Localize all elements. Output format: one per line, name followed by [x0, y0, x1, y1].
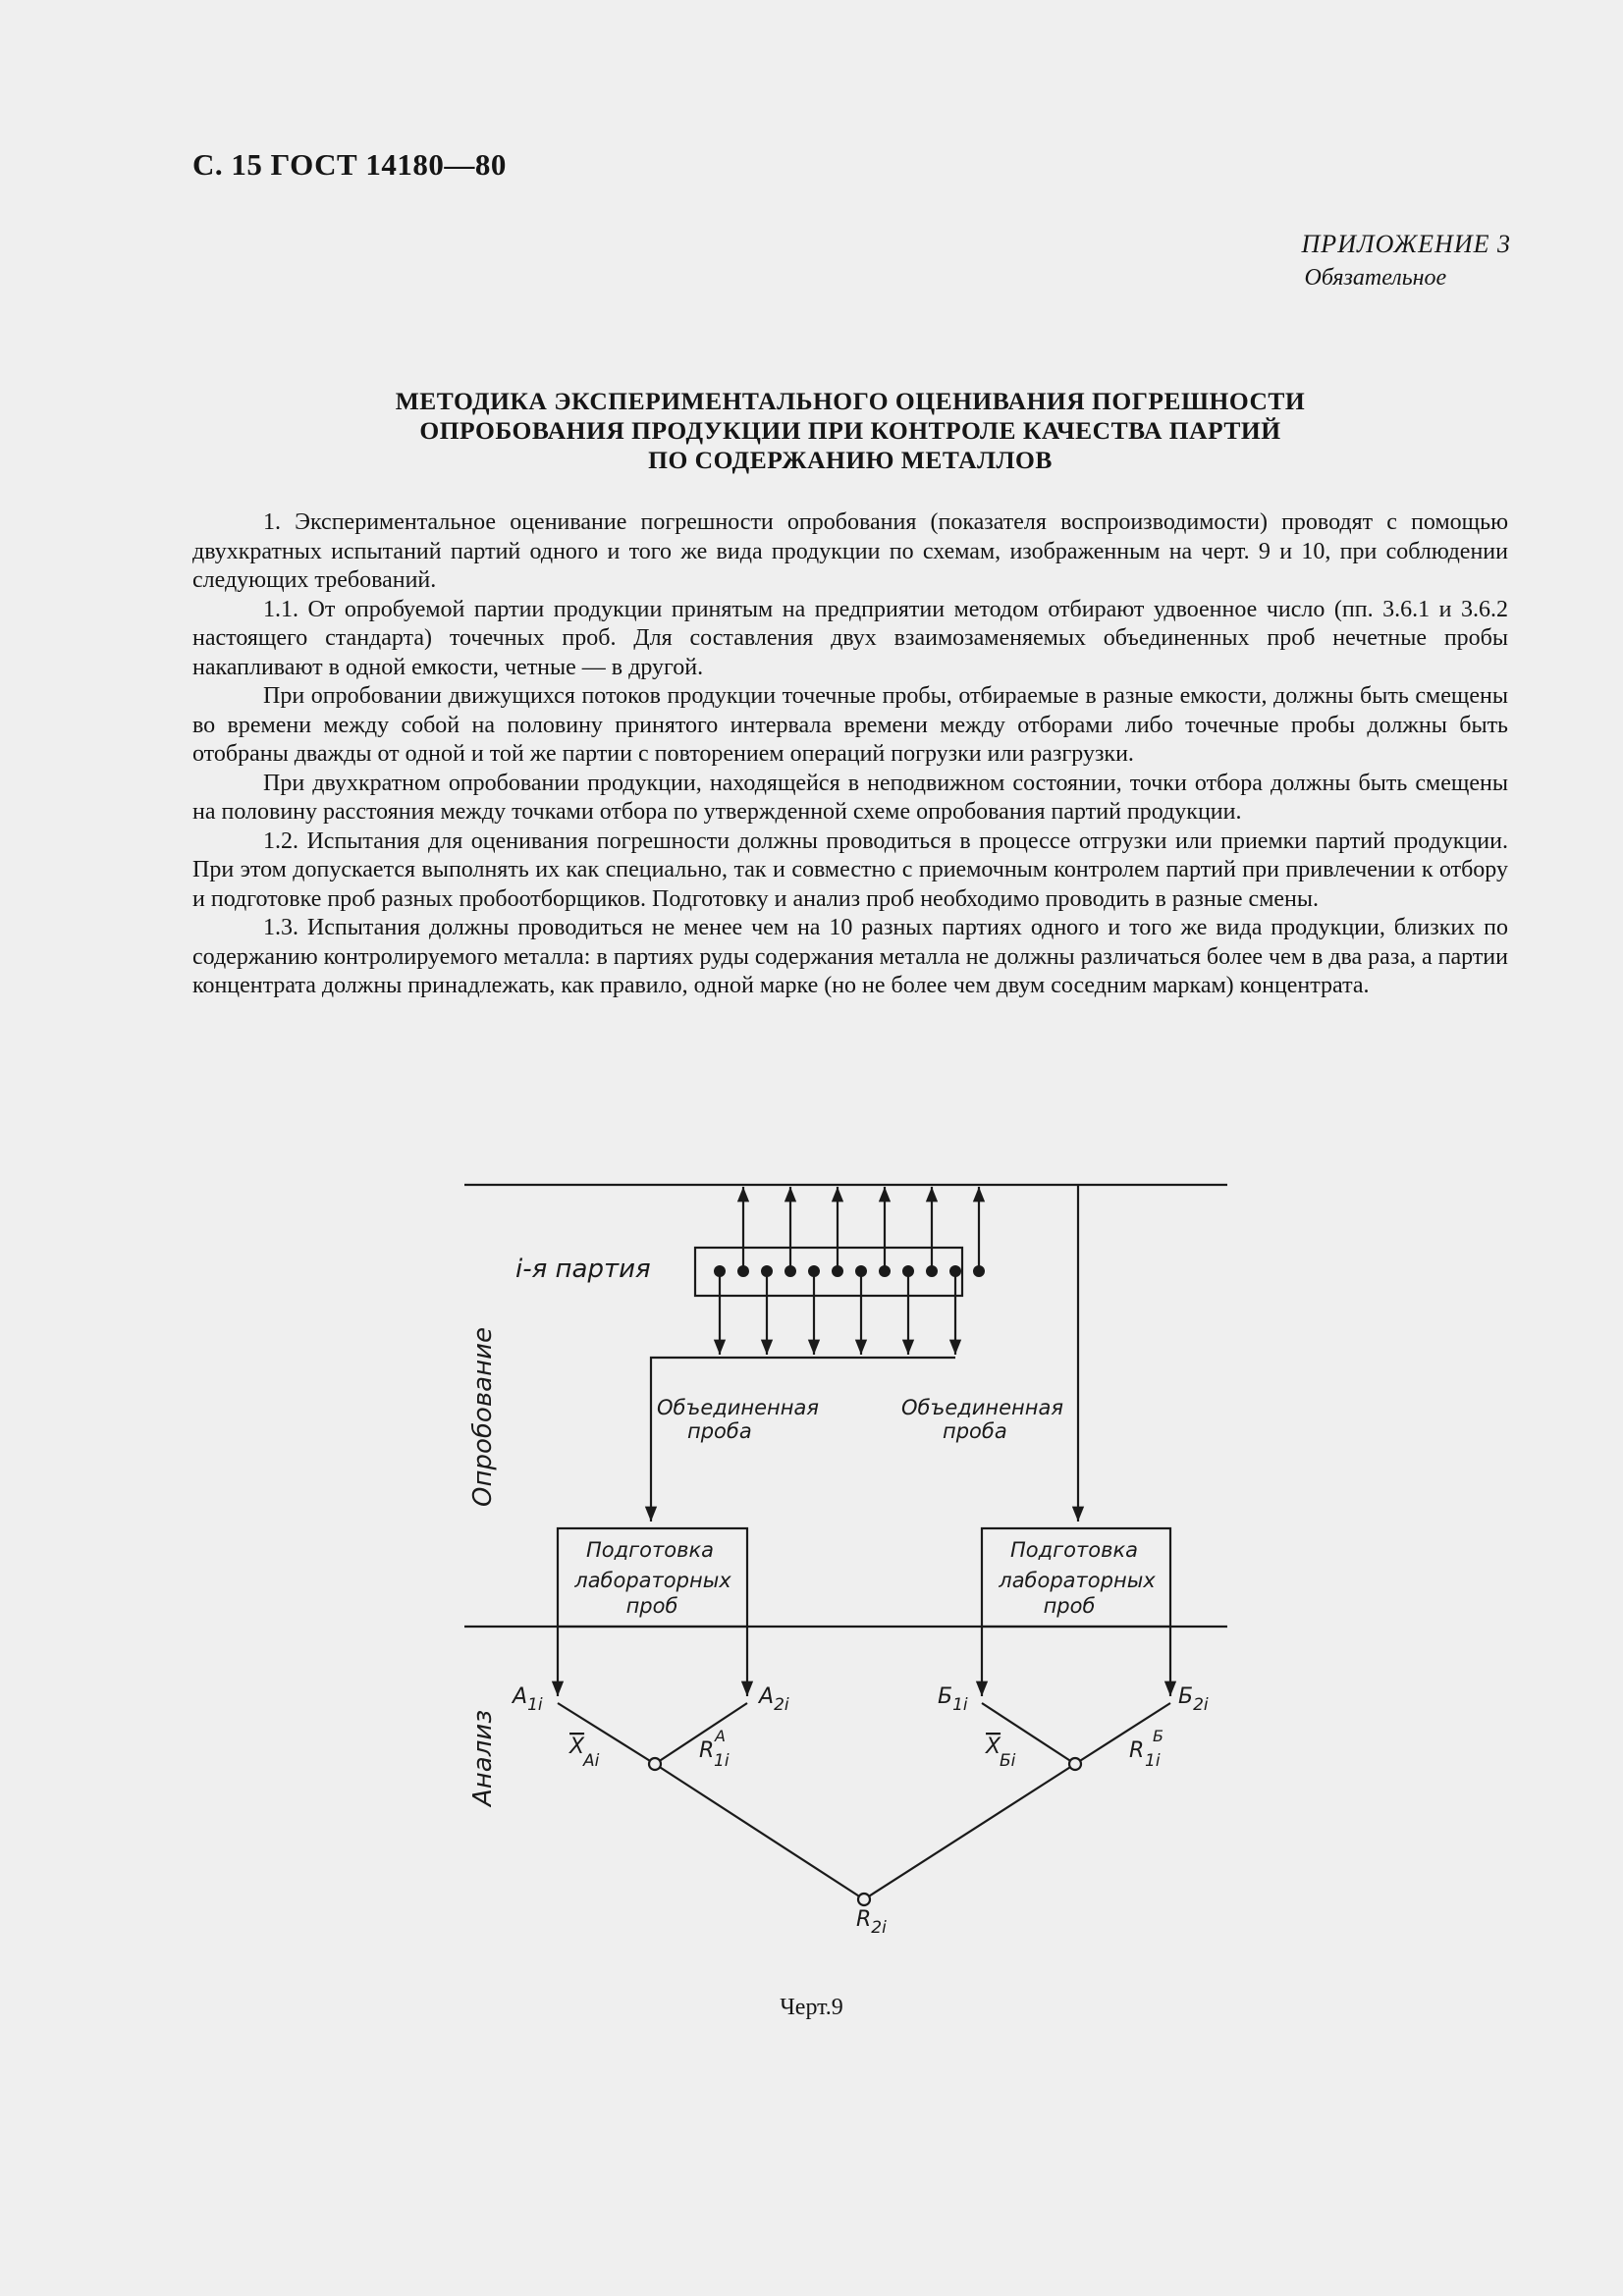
label-b1i: $Б_{1i}$: [938, 1684, 968, 1715]
paragraph-1-1: 1.1. От опробуемой партии продукции принятым на предприятии методом отбирают удвоенное число (пп. 3.6.1 и 3.6.2 настоящего стандарта) точечных проб. Для составления двух взаимозаменяемых объединенных проб нечетные пробы накапливают в одной емкости, четные — в другой.: [192, 596, 1508, 680]
paragraph-moving-flows: При опробовании движущихся потоков продукции точечные пробы, отбираемые в разные емкости, должны быть смещены во времени между собой на половину принятого интервала времени между отборами либо точечные пробы должны быть отобраны дважды от одной и той же партии с повторением операций погрузки или разгрузки.: [192, 683, 1508, 767]
prep-left-line3: проб: [625, 1594, 678, 1618]
section-label-sampling: Опробование: [468, 1327, 498, 1507]
combined-sample-left-line1: Объединенная: [657, 1396, 820, 1419]
appendix-status: Обязательное: [1304, 265, 1447, 291]
section-label-analysis: Анализ: [468, 1709, 498, 1806]
label-r1i-a-sub: 1i: [714, 1751, 730, 1771]
title-line-2: ОПРОБОВАНИЯ ПРОДУКЦИИ ПРИ КОНТРОЛЕ КАЧЕСТВА ПАРТИЙ: [419, 416, 1281, 445]
label-x-bi: X: [986, 1735, 1001, 1759]
node-circles: [649, 1758, 1081, 1905]
label-x-ai-sub: Ai: [583, 1751, 600, 1771]
left-v-lines: [558, 1703, 747, 1764]
body-text: [192, 508, 1508, 1001]
page-header: С. 15 ГОСТ 14180—80: [192, 147, 507, 182]
section-title: [192, 387, 1508, 475]
label-r1i-b-sub: 1i: [1145, 1751, 1161, 1771]
paragraph-stationary: При двухкратном опробовании продукции, находящейся в неподвижном состоянии, точки отбора должны быть смещены на половину расстояния между точками отбора по утвержденной схеме опробования партий продукции.: [192, 770, 1508, 825]
prep-left-line2: лабораторных: [574, 1569, 731, 1592]
combined-sample-right-line2: проба: [943, 1419, 1007, 1443]
upward-increment-arrows: [743, 1187, 979, 1271]
title-line-1: МЕТОДИКА ЭКСПЕРИМЕНТАЛЬНОГО ОЦЕНИВАНИЯ ПОГРЕШНОСТИ: [395, 387, 1306, 415]
label-a2i: $A_{2i}$: [759, 1684, 789, 1715]
paragraph-1-2: 1.2. Испытания для оценивания погрешности должны проводиться в процессе отгрузки или приемки партий продукции. При этом допускается выполнять их как специально, так и совместно с приемочным контролем партий при привлечении к отбору и подготовке проб разных пробоотборщиков. Подготовку и анализ проб необходимо проводить в разные смены.: [192, 828, 1508, 912]
appendix-block: [1302, 228, 1511, 294]
label-r1i-b: R: [1129, 1738, 1145, 1763]
left-collect-line: [651, 1358, 955, 1522]
prep-box-right: [982, 1528, 1170, 1627]
label-x-ai: X: [569, 1735, 585, 1759]
label-r1i-a-sup: A: [715, 1727, 726, 1745]
title-line-3: ПО СОДЕРЖАНИЮ МЕТАЛЛОВ: [648, 446, 1053, 474]
node-bottom: [858, 1894, 870, 1905]
lot-box: [695, 1248, 962, 1296]
paragraph-1: 1. Экспериментальное оценивание погрешности опробования (показателя воспроизводимости) проводят с помощью двухкратных испытаний партий одного и того же вида продукции по схемам, изображенным на черт. 9 и 10, при соблюдении следующих требований.: [192, 509, 1508, 593]
right-v-lines: [982, 1703, 1170, 1764]
increment-dots: [714, 1265, 985, 1277]
prep-right-line3: проб: [1043, 1594, 1096, 1618]
label-r1i-a: R: [699, 1738, 715, 1763]
label-r2i: $R_{2i}$: [856, 1907, 887, 1938]
node-left: [649, 1758, 661, 1770]
combined-sample-left-line2: проба: [687, 1419, 752, 1443]
prep-box-left: [558, 1528, 747, 1627]
figure-caption: Черт.9: [780, 1995, 843, 2020]
bottom-v-lines: [655, 1764, 1075, 1899]
lot-label: i-я партия: [515, 1255, 651, 1284]
appendix-label: ПРИЛОЖЕНИЕ 3: [1301, 230, 1511, 258]
paragraph-1-3: 1.3. Испытания должны проводиться не менее чем на 10 разных партиях одного и того же вида продукции, близких по содержанию контролируемого металла: в партиях руды содержания металла не должны различаться более чем в два раза, а партии концентрата должны принадлежать, как правило, одной марке (но не более чем двум соседним маркам) концентрата.: [192, 915, 1508, 998]
label-a1i: $A_{1i}$: [513, 1684, 543, 1715]
downward-increment-arrows: [720, 1271, 955, 1355]
label-x-bi-sub: Бi: [1000, 1751, 1016, 1771]
label-r1i-b-sup: Б: [1153, 1727, 1163, 1745]
prep-right-line2: лабораторных: [999, 1569, 1156, 1592]
analysis-arrows: [558, 1627, 1170, 1696]
combined-sample-right-line1: Объединенная: [901, 1396, 1064, 1419]
label-b2i: $Б_{2i}$: [1178, 1684, 1209, 1715]
prep-right-line1: Подготовка: [1009, 1538, 1139, 1562]
node-right: [1069, 1758, 1081, 1770]
prep-left-line1: Подготовка: [585, 1538, 715, 1562]
